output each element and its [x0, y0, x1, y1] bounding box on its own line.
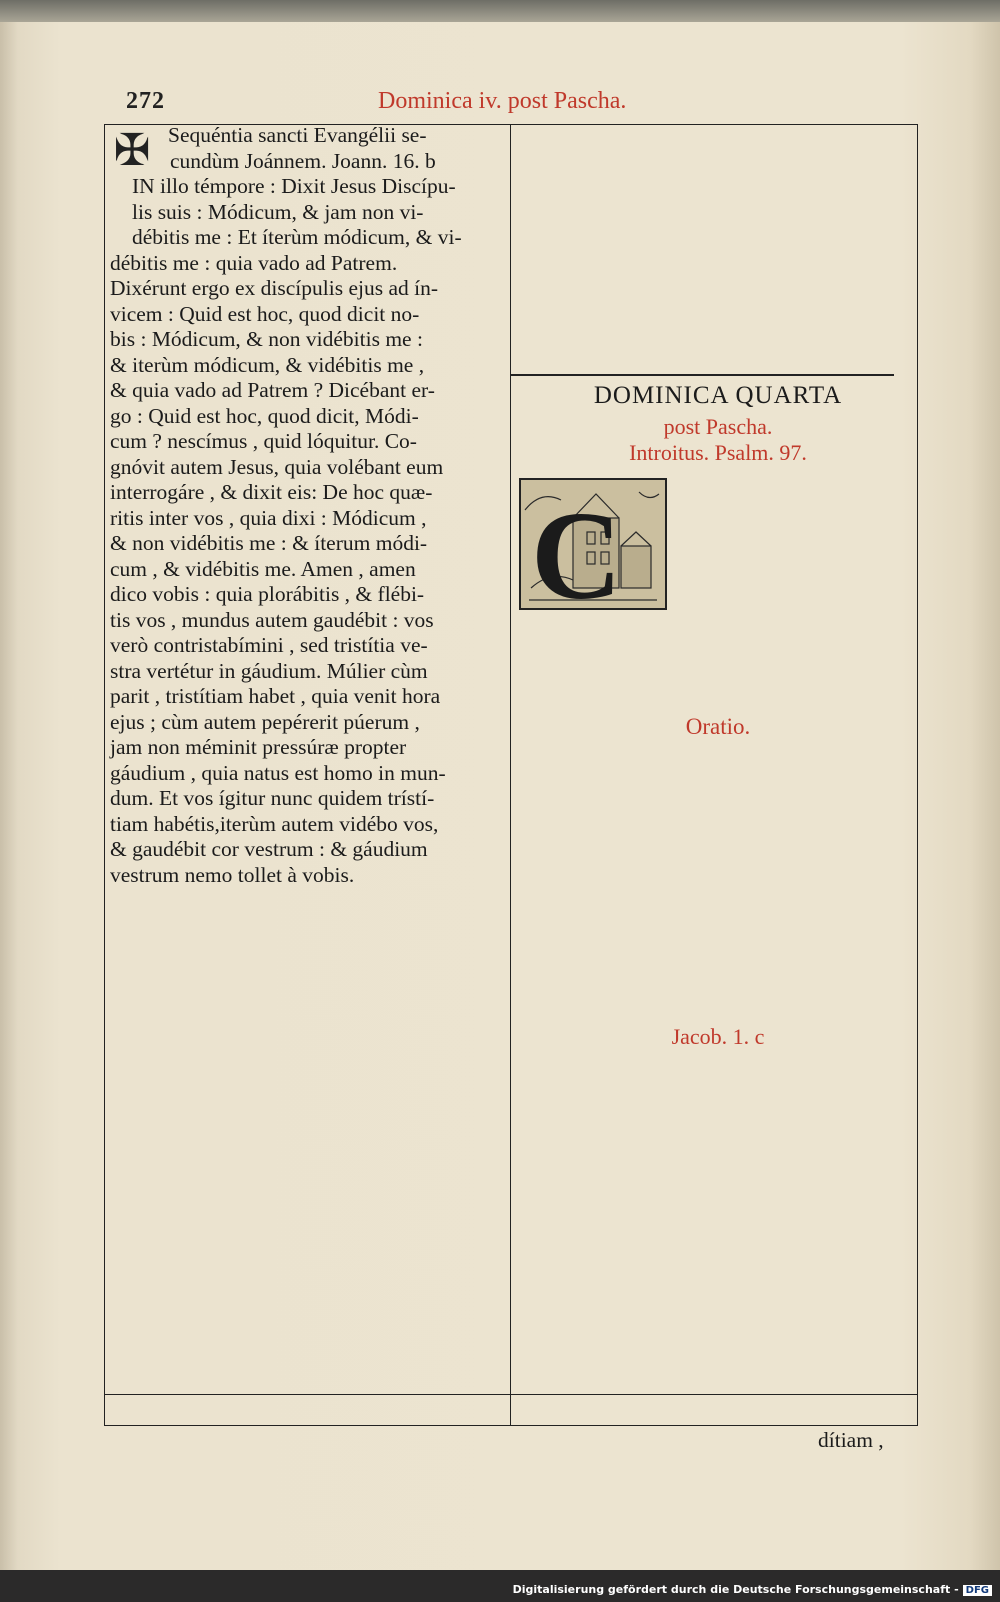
gospel-line: go : Quid est hoc, quod dicit, Módi- — [110, 403, 419, 428]
footer-credit — [513, 1583, 992, 1596]
gospel-line: débitis me : quia vado ad Patrem. — [110, 250, 398, 275]
gospel-line: jam non méminit pressúræ propter — [110, 735, 407, 759]
gospel-line: verò contristabímini , sed tristítia ve- — [110, 633, 428, 657]
gospel-line: dico vobis : quia plorábitis , & flébi- — [110, 582, 425, 606]
gospel-line: interrogáre , & dixit eis: De hoc quæ- — [110, 480, 433, 504]
gospel-line: gnóvit autem Jesus, quia volébant eum — [110, 454, 444, 479]
castle-illustration-icon — [521, 480, 665, 608]
gospel-line: Sequéntia sancti Evangélii se- — [168, 123, 427, 147]
catchword: dítiam , — [818, 1428, 884, 1452]
footer-text: Digitalisierung gefördert durch die Deutsche Forschungsgemeinschaft - — [512, 1583, 959, 1596]
gospel-line: dum. Et vos ígitur nunc quidem trístí- — [110, 786, 435, 810]
section-rule — [510, 374, 894, 376]
gospel-line: vestrum nemo tollet à vobis. — [110, 862, 355, 887]
epistle-reference: Jacob. 1. c — [671, 1024, 765, 1049]
gospel-line: Dixérunt ergo ex discípulis ejus ad ín- — [110, 276, 439, 300]
gospel-line: & quia vado ad Patrem ? Dicébant er- — [110, 378, 435, 402]
gospel-line: cum ? nescímus , quid lóquitur. Co- — [110, 429, 417, 453]
ornament-icon: ✠ — [113, 125, 151, 176]
gospel-line: tis vos , mundus autem gaudébit : vos — [110, 607, 434, 632]
oratio-title: Oratio. — [685, 714, 751, 739]
bottom-rule — [104, 1394, 918, 1395]
gospel-line: cundùm Joánnem. Joann. 16. b — [170, 148, 436, 173]
page-top-edge — [0, 0, 1000, 22]
gospel-line: IN illo témpore : Dixit Jesus Discípu- — [132, 174, 456, 198]
gospel-line: tiam habétis,iterùm autem vidébo vos, — [110, 811, 439, 836]
dfg-logo[interactable]: DFG — [963, 1585, 992, 1596]
gospel-line: & gaudébit cor vestrum : & gáudium — [110, 837, 428, 861]
gospel-line: gáudium , quia natus est homo in mun- — [110, 760, 446, 785]
gospel-line: cum , & vidébitis me. Amen , amen — [110, 556, 416, 581]
sunday-title: DOMINICA QUARTA — [593, 382, 843, 409]
gospel-line: parit , tristítiam habet , quia venit hora — [110, 684, 441, 708]
column-divider — [510, 124, 511, 1426]
gospel-line: & iterùm módicum, & vidébitis me , — [110, 352, 425, 377]
running-title: Dominica iv. post Pascha. — [378, 88, 627, 114]
sunday-subtitle: post Pascha. — [663, 414, 773, 439]
gospel-line: stra vertétur in gáudium. Múlier cùm — [110, 658, 428, 683]
decorated-initial-c — [519, 478, 667, 610]
svg-text:C: C — [531, 487, 622, 608]
gospel-line: ritis inter vos , quia dixi : Módicum , — [110, 505, 427, 530]
gospel-line: & non vidébitis me : & íterum módi- — [110, 531, 428, 555]
gospel-line: ejus ; cùm autem pepérerit púerum , — [110, 709, 420, 734]
gospel-line: vicem : Quid est hoc, quod dicit no- — [110, 301, 420, 326]
gospel-line: lis suis : Módicum, & jam non vi- — [132, 199, 424, 224]
gospel-line: débitis me : Et íterùm módicum, & vi- — [132, 225, 462, 249]
gospel-line: bis : Módicum, & non vidébitis me : — [110, 327, 423, 351]
introit-heading: Introitus. Psalm. 97. — [629, 440, 807, 465]
page-number: 272 — [126, 88, 165, 114]
